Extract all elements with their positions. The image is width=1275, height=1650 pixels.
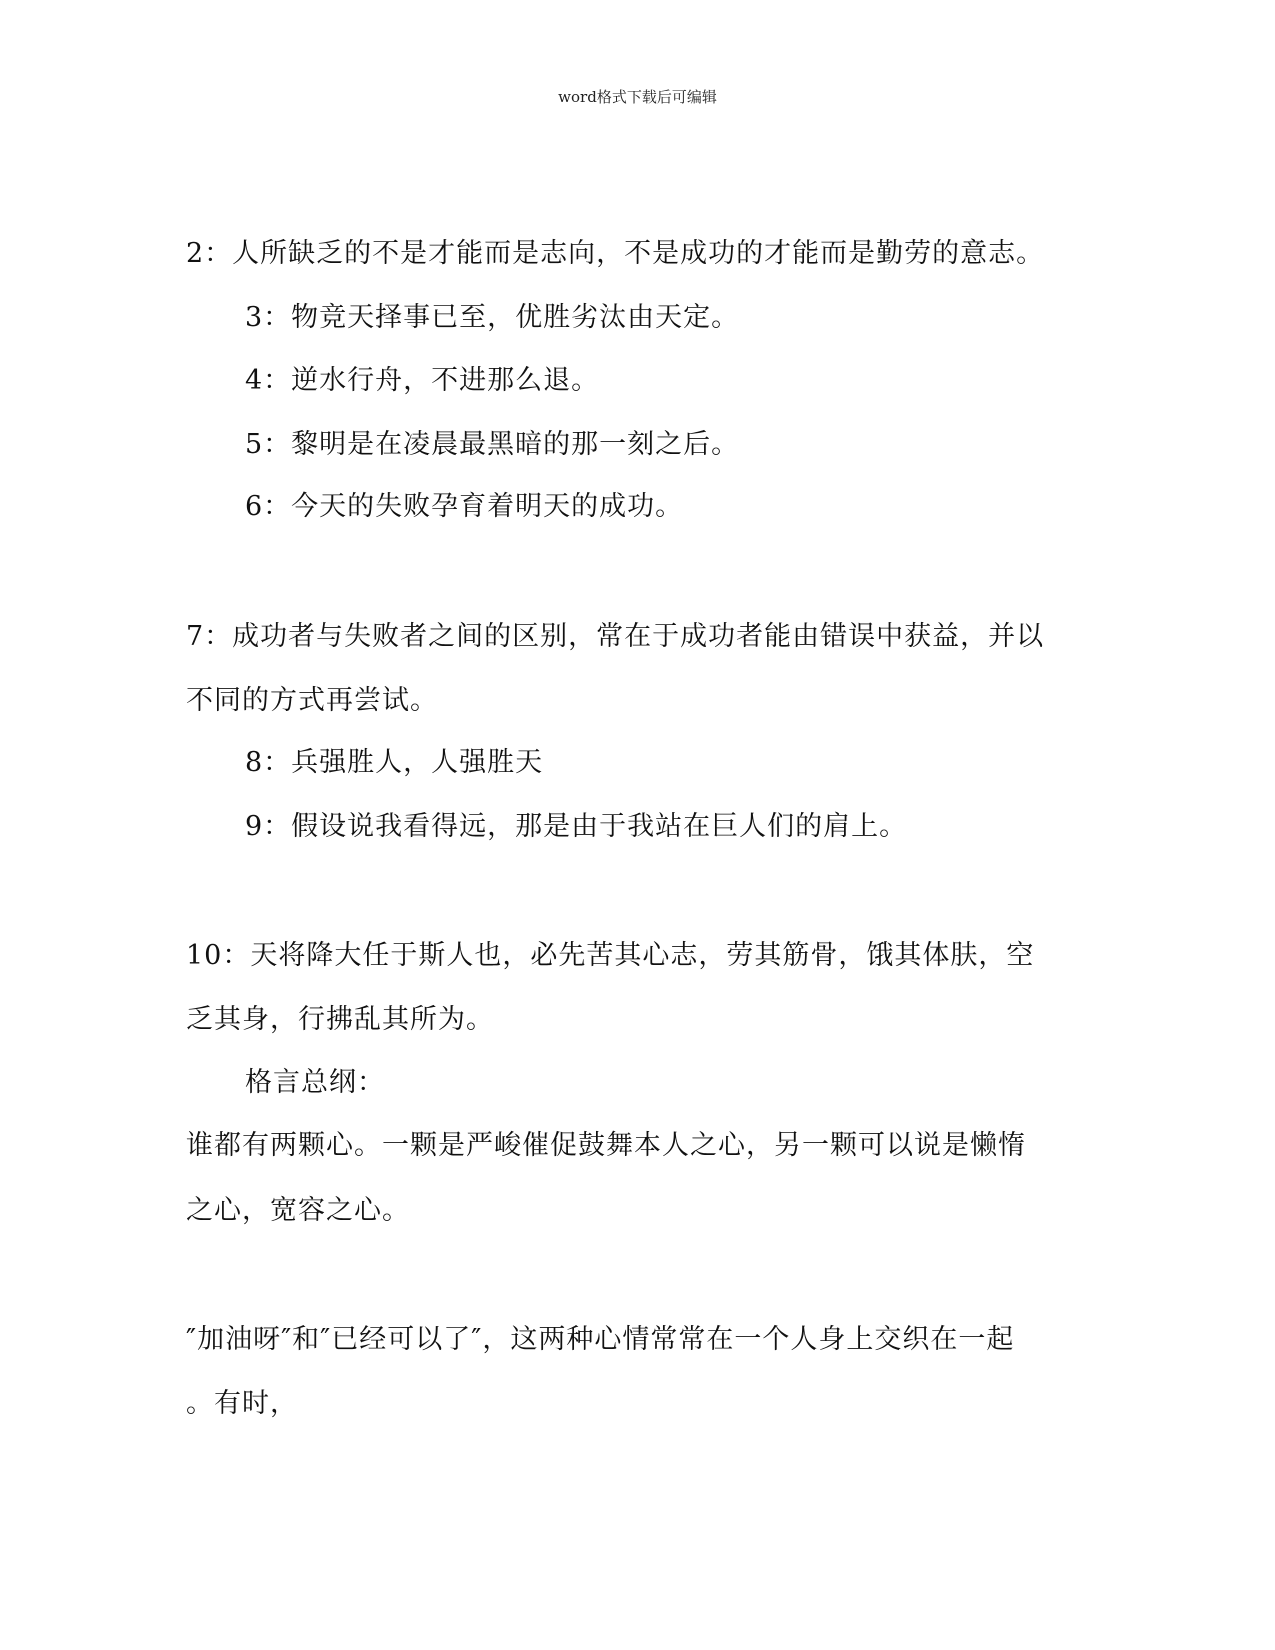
text-line: 8：兵强胜人，人强胜天 xyxy=(245,747,544,778)
text-line: 之心，宽容之心。 xyxy=(186,1195,410,1226)
text-line: 4：逆水行舟，不进那么退。 xyxy=(245,365,600,396)
page-header: word格式下载后可编辑 xyxy=(558,88,717,106)
text-line: 2：人所缺乏的不是才能而是志向，不是成功的才能而是勤劳的意志。 xyxy=(186,238,1045,269)
text-line: 乏其身，行拂乱其所为。 xyxy=(186,1004,494,1035)
text-line: 谁都有两颗心。一颗是严峻催促鼓舞本人之心，另一颗可以说是懒惰 xyxy=(186,1130,1026,1161)
text-line: ″加油呀″和″已经可以了″，这两种心情常常在一个人身上交织在一起 xyxy=(186,1324,1015,1355)
text-line: 6：今天的失败孕育着明天的成功。 xyxy=(245,491,684,522)
text-line: 不同的方式再尝试。 xyxy=(186,685,438,716)
section-heading: 格言总纲： xyxy=(245,1067,385,1098)
text-line: 。有时， xyxy=(186,1388,298,1419)
text-line: 5：黎明是在凌晨最黑暗的那一刻之后。 xyxy=(245,429,740,460)
text-line: 7：成功者与失败者之间的区别，常在于成功者能由错误中获益，并以 xyxy=(186,621,1045,652)
text-line: 9：假设说我看得远，那是由于我站在巨人们的肩上。 xyxy=(245,811,908,842)
text-line: 10：天将降大任于斯人也，必先苦其心志，劳其筋骨，饿其体肤，空 xyxy=(186,940,1035,971)
text-line: 3：物竞天择事已至，优胜劣汰由天定。 xyxy=(245,302,740,333)
